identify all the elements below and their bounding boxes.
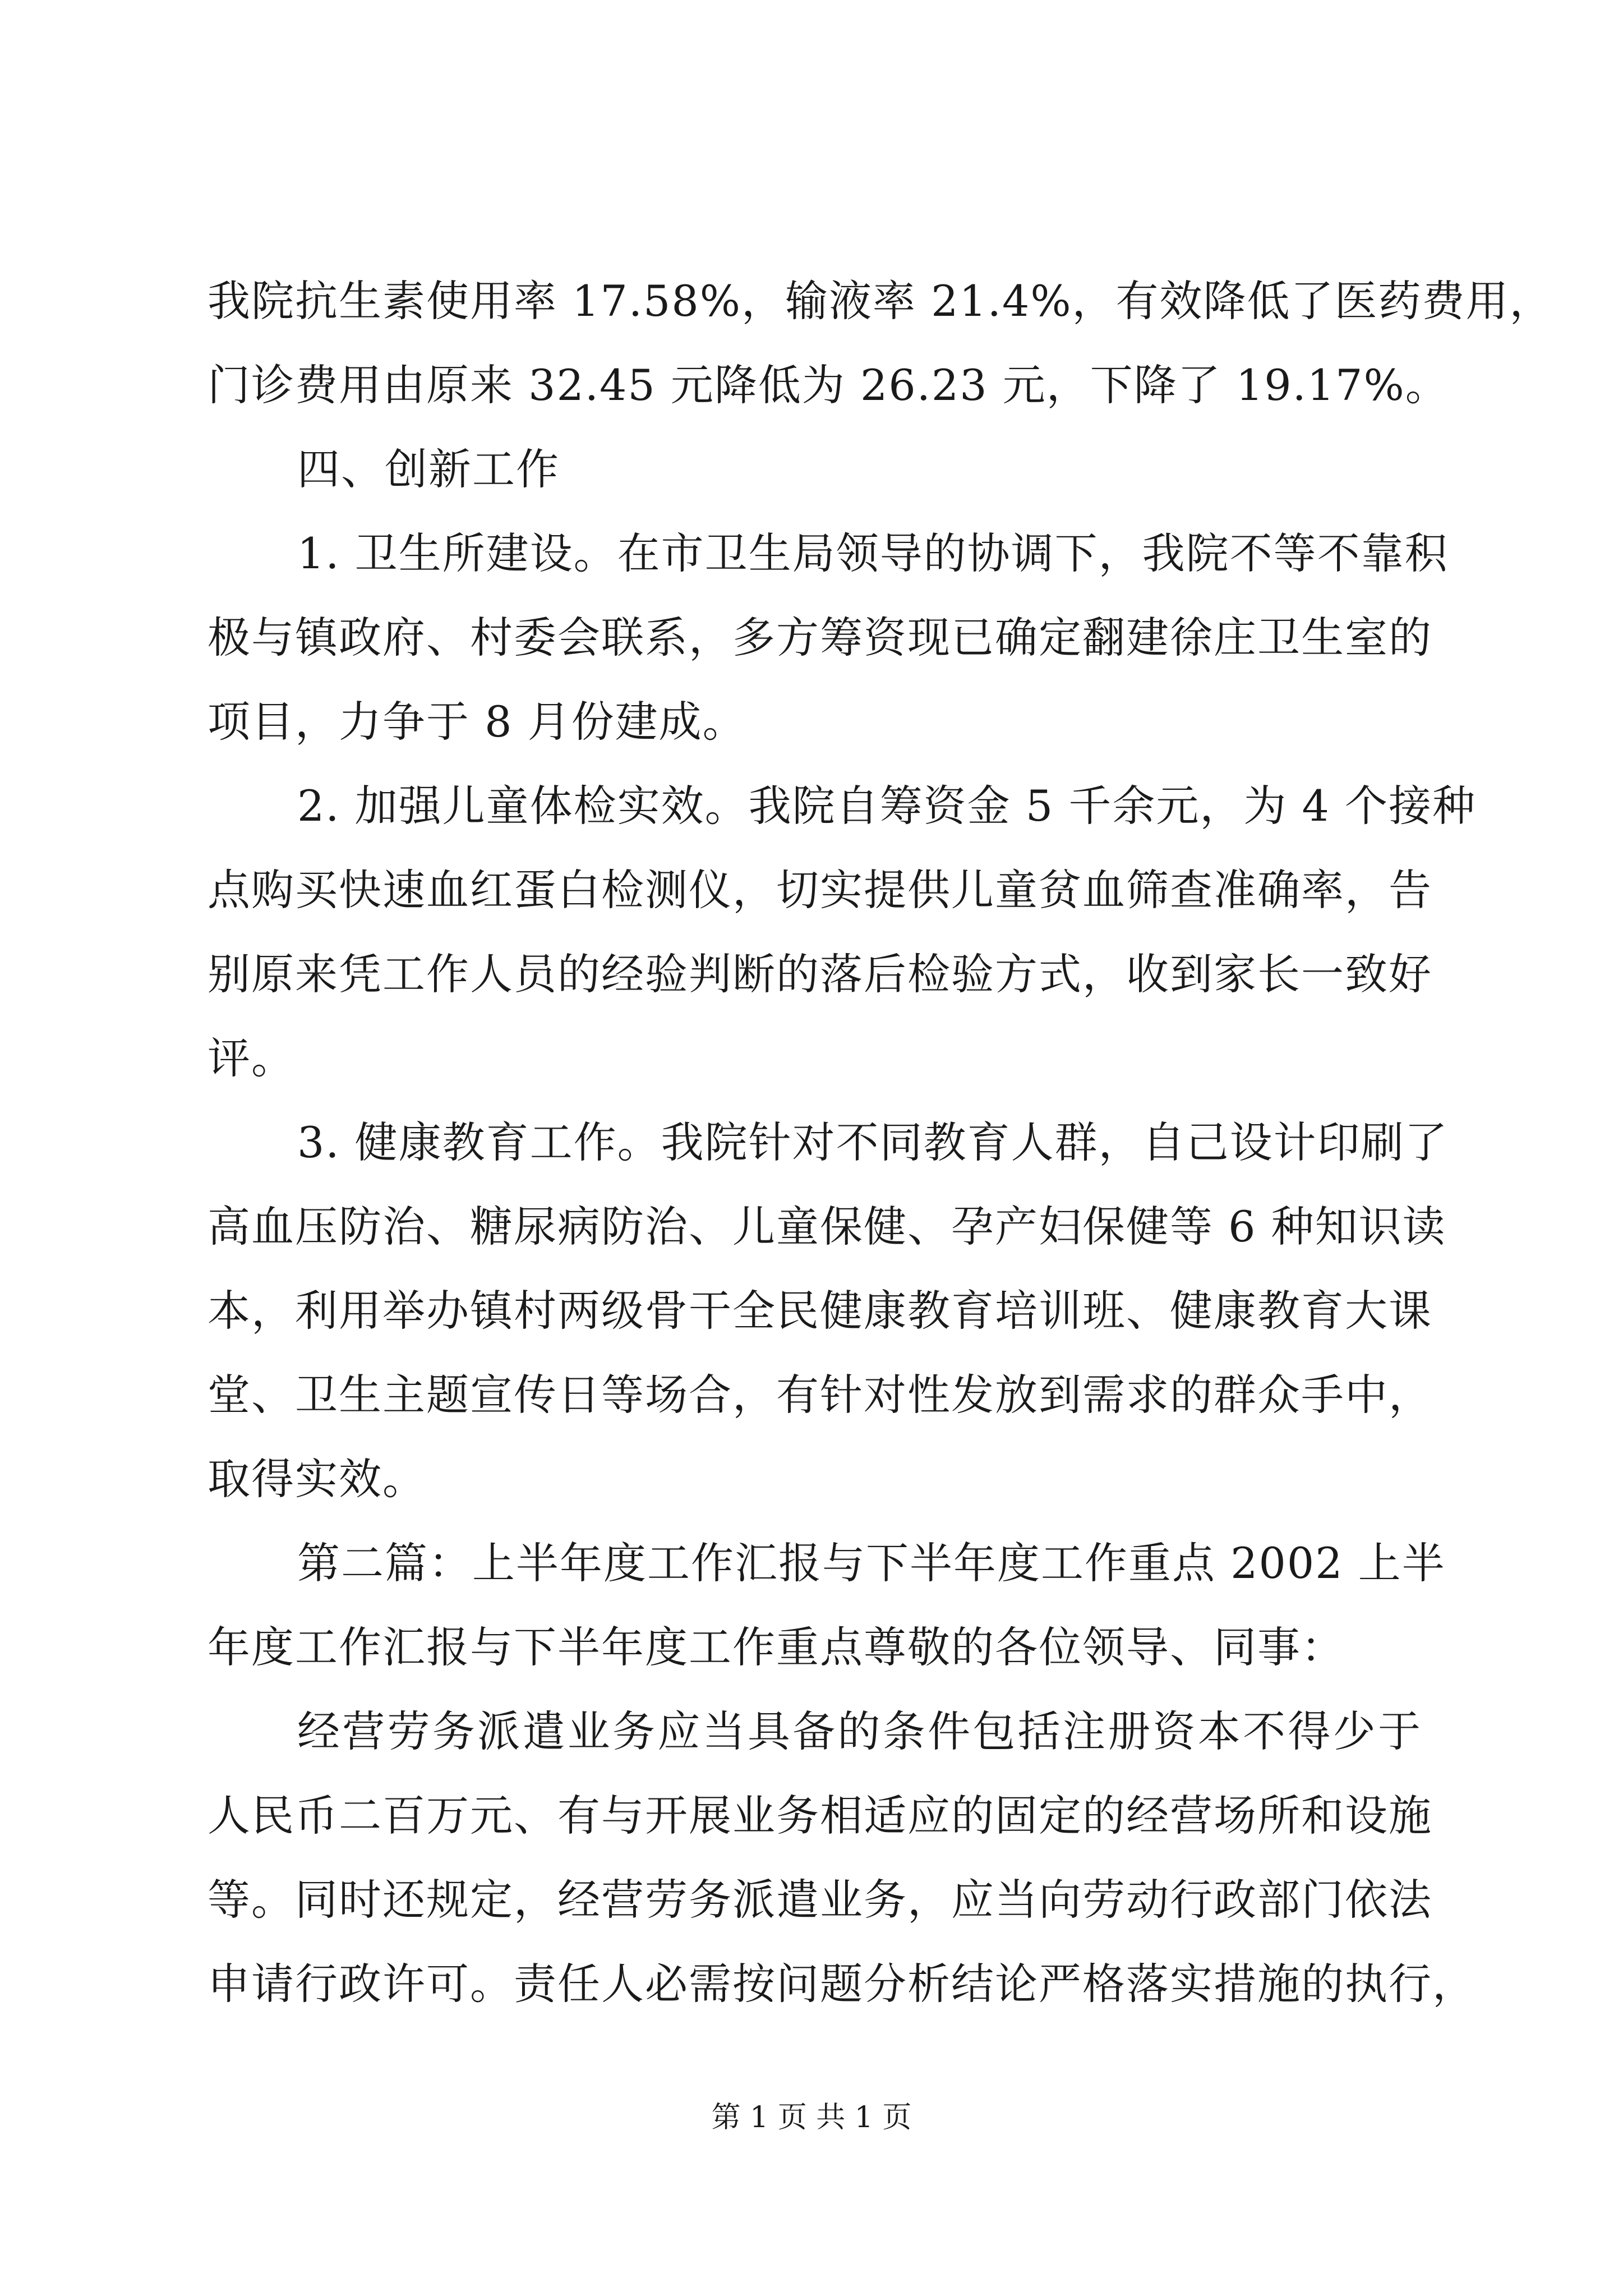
text-line: 年度工作汇报与下半年度工作重点尊敬的各位领导、同事： bbox=[208, 1622, 1345, 1672]
text-line: 评。 bbox=[208, 1033, 295, 1083]
text-line: 别原来凭工作人员的经验判断的落后检验方式，收到家长一致好 bbox=[208, 949, 1432, 999]
text-line: 项目，力争于 8 月份建成。 bbox=[208, 697, 746, 747]
text-line: 3. 健康教育工作。我院针对不同教育人群，自己设计印刷了 bbox=[297, 1117, 1449, 1167]
text-line: 堂、卫生主题宣传日等场合，有针对性发放到需求的群众手中， bbox=[208, 1370, 1432, 1420]
text-line: 极与镇政府、村委会联系，多方筹资现已确定翻建徐庄卫生室的 bbox=[208, 613, 1432, 662]
page-footer: 第 1 页 共 1 页 bbox=[711, 2101, 912, 2134]
text-line: 门诊费用由原来 32.45 元降低为 26.23 元，下降了 19.17%。 bbox=[208, 360, 1449, 410]
document-body bbox=[208, 259, 1553, 2026]
text-line: 经营劳务派遣业务应当具备的条件包括注册资本不得少于 bbox=[297, 1706, 1422, 1756]
text-line: 2. 加强儿童体检实效。我院自筹资金 5 千余元，为 4 个接种 bbox=[297, 781, 1477, 831]
text-line: 第二篇：上半年度工作汇报与下半年度工作重点 2002 上半 bbox=[297, 1538, 1446, 1588]
text-line: 取得实效。 bbox=[208, 1454, 426, 1504]
text-line: 点购买快速血红蛋白检测仪，切实提供儿童贫血筛查准确率，告 bbox=[208, 865, 1432, 915]
text-line: 等。同时还规定，经营劳务派遣业务，应当向劳动行政部门依法 bbox=[208, 1875, 1432, 1925]
text-line: 申请行政许可。责任人必需按问题分析结论严格落实措施的执行， bbox=[208, 1959, 1476, 2009]
text-line: 本，利用举办镇村两级骨干全民健康教育培训班、健康教育大课 bbox=[208, 1286, 1432, 1336]
text-line: 1. 卫生所建设。在市卫生局领导的协调下，我院不等不靠积 bbox=[297, 528, 1449, 578]
text-line: 人民币二百万元、有与开展业务相适应的固定的经营场所和设施 bbox=[208, 1791, 1432, 1841]
text-line: 我院抗生素使用率 17.58%，输液率 21.4%，有效降低了医药费用， bbox=[208, 276, 1553, 326]
text-line: 四、创新工作 bbox=[297, 444, 560, 494]
text-line: 高血压防治、糖尿病防治、儿童保健、孕产妇保健等 6 种知识读 bbox=[208, 1202, 1446, 1251]
